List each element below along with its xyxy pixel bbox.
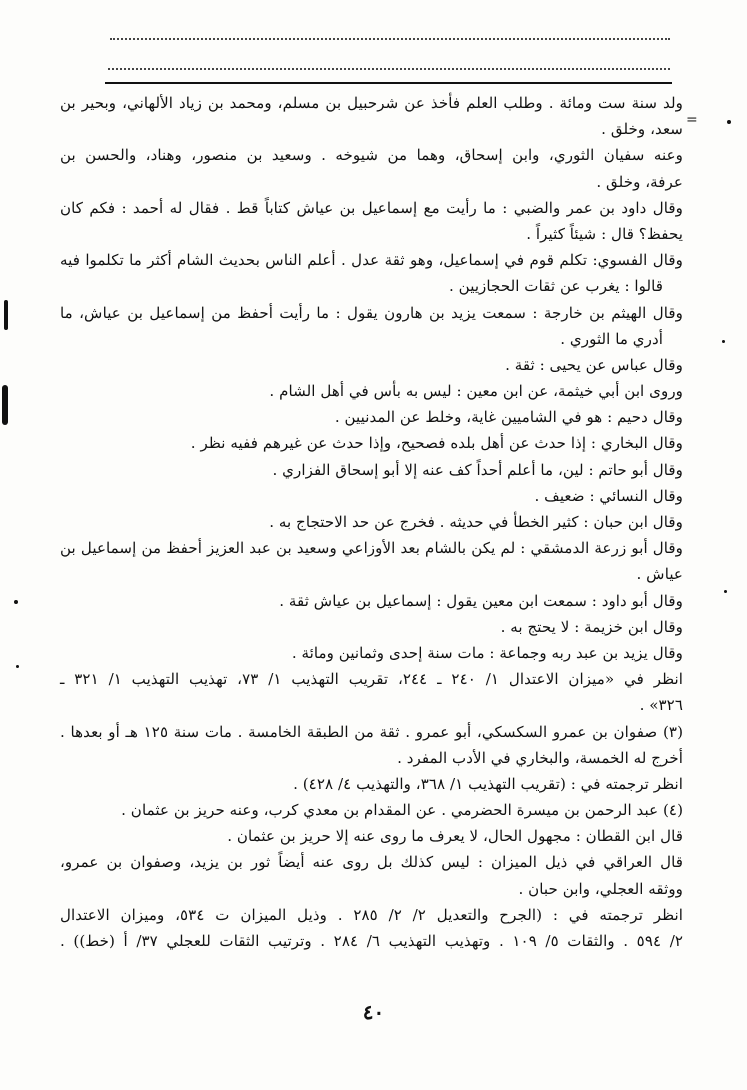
footnote-line: وقال أبو زرعة الدمشقي : لم يكن بالشام بعد الأوزاعي وسعيد بن عبد العزيز أحفظ من إسماعيل بن	[60, 539, 683, 558]
footnote-line: وقال ابن حبان : كثير الخطأ في حديثه . فخرج عن حد الاحتجاج به .	[269, 513, 683, 531]
footnote-line: عياش .	[636, 565, 683, 584]
footnote-line: (٤) عبد الرحمن بن ميسرة الحضرمي . عن المقدام بن معدي كرب، وعنه حريز بن عثمان .	[121, 801, 683, 820]
footnote-line: ووثقه العجلي، وابن حبان .	[518, 879, 683, 898]
footnote-line: وقال ابن خزيمة : لا يحتج به .	[500, 617, 683, 636]
footnote-line: وقال داود بن عمر والضبي : ما رأيت مع إسماعيل بن عياش كتاباً قط . فقال له أحمد : فكم كان	[60, 198, 683, 217]
footnote-line: أدري ما الثوري .	[560, 329, 663, 348]
dotted-separator-top	[110, 38, 670, 40]
footnote-line: (٣) صفوان بن عمرو السكسكي، أبو عمرو . ثقة من الطبقة الخامسة . مات سنة ١٢٥ هـ أو بعدها .	[60, 722, 683, 741]
footnote-line: وقال الهيثم بن خارجة : سمعت يزيد بن هارون يقول : ما رأيت أحفظ من إسماعيل بن عياش، ما	[60, 303, 683, 322]
footnote-line: وعنه سفيان الثوري، وابن إسحاق، وهما من شيوخه . وسعيد بن منصور، وهناد، والحسن بن	[60, 146, 683, 165]
page-number: ٤٠	[362, 1000, 385, 1024]
scan-mark	[14, 600, 18, 604]
dotted-separator	[108, 68, 670, 70]
scan-mark	[722, 340, 725, 343]
footnote-line: وقال أبو داود : سمعت ابن معين يقول : إسماعيل بن عياش ثقة .	[279, 591, 683, 610]
footnote-line: عرفة، وخلق .	[596, 172, 683, 191]
footnote-line: انظر ترجمته في : (الجرح والتعديل ٢/ ٢/ ٢٨٥ . وذيل الميزان ت ٥٣٤، وميزان الاعتدال	[60, 905, 683, 924]
footnote-line: قال ابن القطان : مجهول الحال، لا يعرف ما روى عنه إلا حريز بن عثمان .	[227, 827, 683, 846]
footnote-line: وقال الفسوي: تكلم قوم في إسماعيل، وهو ثقة عدل . أعلم الناس بحديث الشام أكثر ما تكلموا فيه	[60, 251, 683, 270]
footnote-line: سعد، وخلق .	[601, 120, 683, 139]
footnotes-block	[60, 90, 683, 954]
footnote-line: وقال عباس عن يحيى : ثقة .	[505, 355, 683, 374]
footnote-line: وقال يزيد بن عبد ربه وجماعة : مات سنة إحدى وثمانين ومائة .	[291, 643, 683, 662]
footnote-line: ٣٢٦» .	[639, 696, 683, 715]
scan-mark	[16, 665, 19, 668]
continuation-mark: =	[686, 112, 698, 128]
footnote-line: وروى ابن أبي خيثمة، عن ابن معين : ليس به بأس في أهل الشام .	[269, 382, 683, 401]
footnote-line: ولد سنة ست ومائة . وطلب العلم فأخذ عن شرحبيل بن مسلم، ومحمد بن زياد الألهاني، وبحير بن	[60, 94, 683, 112]
footnote-line: ٢/ ٥٩٤ . والثقات ٥/ ١٠٩ . وتهذيب التهذيب ٦/ ٢٨٤ . وترتيب الثقات للعجلي ٣٧/ أ (خط)) .	[60, 932, 684, 950]
footnote-line: وقال النسائي : ضعيف .	[534, 486, 683, 505]
scan-mark	[4, 300, 8, 330]
footnote-rule	[105, 82, 672, 84]
footnote-line: أخرج له الخمسة، والبخاري في الأدب المفرد .	[397, 748, 683, 767]
scan-mark	[727, 120, 731, 124]
scan-mark	[2, 385, 8, 425]
footnote-line: قالوا : يغرب عن ثقات الحجازيين .	[449, 277, 663, 296]
footnote-line: انظر ترجمته في : (تقريب التهذيب ١/ ٣٦٨، والتهذيب ٤/ ٤٢٨) .	[293, 774, 683, 793]
scan-mark	[724, 590, 727, 593]
footnote-line: قال العراقي في ذيل الميزان : ليس كذلك بل روى عنه أيضاً ثور بن يزيد، وصفوان بن عمرو،	[60, 853, 683, 872]
footnote-line: وقال أبو حاتم : لين، ما أعلم أحداً كف عنه إلا أبو إسحاق الفزاري .	[272, 460, 683, 479]
footnote-line: وقال البخاري : إذا حدث عن أهل بلده فصحيح، وإذا حدث عن غيرهم ففيه نظر .	[190, 434, 683, 453]
footnote-line: يحفظ؟ قال : شيئاً كثيراً .	[526, 224, 683, 243]
footnote-line: وقال دحيم : هو في الشاميين غاية، وخلط عن المدنيين .	[334, 408, 683, 427]
footnote-line: انظر في «ميزان الاعتدال ١/ ٢٤٠ ـ ٢٤٤، تقريب التهذيب ١/ ٧٣، تهذيب التهذيب ١/ ٣٢١ ـ	[60, 670, 683, 689]
